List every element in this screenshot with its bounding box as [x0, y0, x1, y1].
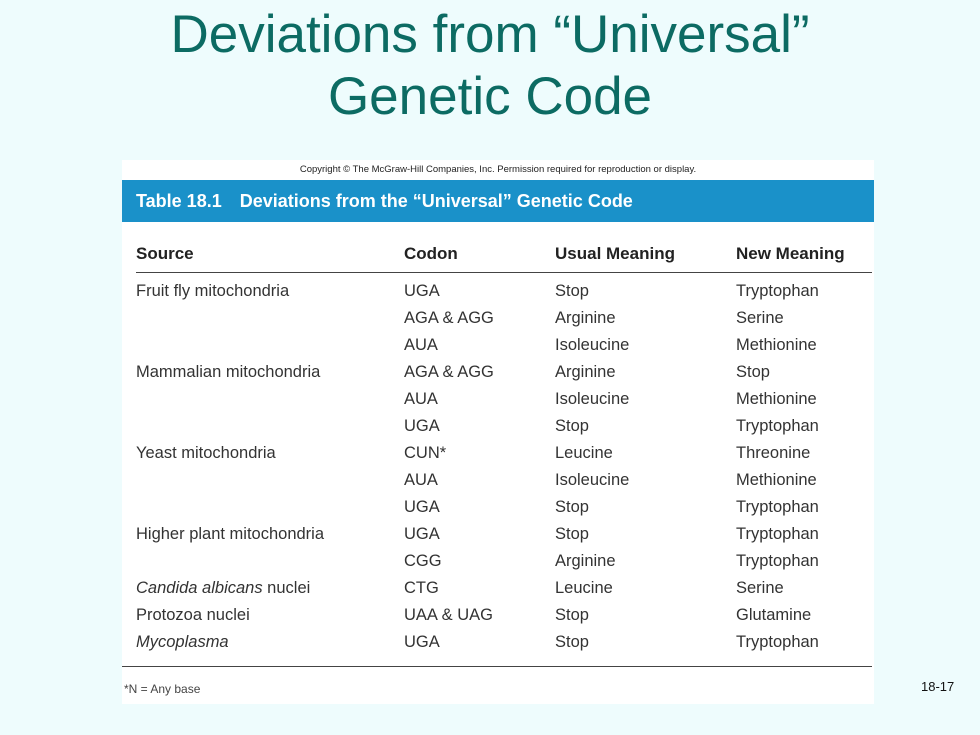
cell-codon: AGA & AGG	[404, 309, 494, 327]
cell-new-meaning: Methionine	[736, 471, 817, 489]
table-top-rule	[136, 272, 872, 273]
cell-new-meaning: Tryptophan	[736, 282, 819, 300]
cell-new-meaning: Tryptophan	[736, 633, 819, 651]
cell-usual-meaning: Stop	[555, 525, 589, 543]
cell-source	[136, 579, 310, 598]
cell-codon: UGA	[404, 498, 440, 516]
cell-source-italic: Candida albicans	[136, 579, 263, 597]
table-caption: Deviations from the “Universal” Genetic Code	[239, 190, 633, 211]
column-header-source: Source	[136, 244, 194, 263]
cell-usual-meaning: Isoleucine	[555, 390, 630, 408]
column-header-usual-meaning: Usual Meaning	[555, 244, 675, 263]
cell-usual-meaning: Isoleucine	[555, 336, 630, 354]
cell-new-meaning: Serine	[736, 309, 784, 327]
cell-source	[136, 633, 229, 652]
cell-new-meaning: Stop	[736, 363, 770, 381]
table-row	[122, 525, 874, 552]
table-row	[122, 498, 874, 525]
table-row	[122, 309, 874, 336]
cell-usual-meaning: Stop	[555, 282, 589, 300]
table-row	[122, 606, 874, 633]
table-number: Table 18.1	[136, 190, 222, 211]
cell-new-meaning: Threonine	[736, 444, 811, 462]
cell-source: Higher plant mitochondria	[136, 525, 325, 543]
cell-new-meaning: Glutamine	[736, 606, 812, 624]
table-row	[122, 552, 874, 579]
table-row	[122, 444, 874, 471]
cell-codon: AUA	[404, 336, 438, 354]
cell-usual-meaning: Stop	[555, 498, 589, 516]
table-row	[122, 471, 874, 498]
cell-codon: UGA	[404, 417, 440, 435]
cell-usual-meaning: Leucine	[555, 444, 613, 462]
cell-source-italic: Mycoplasma	[136, 633, 229, 651]
cell-usual-meaning: Stop	[555, 606, 589, 624]
table-footnote: *N = Any base	[124, 682, 201, 696]
slide-title-line1: Deviations from “Universal”	[170, 5, 810, 64]
table-row	[122, 417, 874, 444]
column-headers	[122, 244, 874, 270]
cell-source-rest: nuclei	[262, 579, 311, 597]
cell-usual-meaning: Stop	[555, 633, 589, 651]
page-number: 18-17	[921, 679, 955, 694]
cell-codon: UGA	[404, 282, 440, 300]
table-panel	[122, 160, 874, 704]
cell-usual-meaning: Arginine	[555, 363, 616, 381]
cell-new-meaning: Methionine	[736, 336, 817, 354]
cell-usual-meaning: Leucine	[555, 579, 613, 597]
cell-codon: AUA	[404, 471, 438, 489]
cell-codon: UGA	[404, 633, 440, 651]
cell-source: Mammalian mitochondria	[136, 363, 321, 381]
cell-codon: CTG	[404, 579, 439, 597]
table-bottom-rule	[122, 666, 872, 667]
cell-codon: UGA	[404, 525, 440, 543]
table-row	[122, 336, 874, 363]
cell-new-meaning: Tryptophan	[736, 525, 819, 543]
table-row	[122, 579, 874, 606]
cell-new-meaning: Methionine	[736, 390, 817, 408]
cell-codon: CGG	[404, 552, 442, 570]
cell-new-meaning: Serine	[736, 579, 784, 597]
cell-source: Fruit fly mitochondria	[136, 282, 290, 300]
cell-usual-meaning: Arginine	[555, 309, 616, 327]
table-row	[122, 390, 874, 417]
cell-codon: UAA & UAG	[404, 606, 493, 624]
table-caption-bar	[122, 180, 874, 222]
cell-new-meaning: Tryptophan	[736, 552, 819, 570]
cell-codon: CUN*	[404, 444, 447, 462]
cell-usual-meaning: Isoleucine	[555, 471, 630, 489]
cell-codon: AGA & AGG	[404, 363, 494, 381]
table-row	[122, 633, 874, 660]
slide-title-line2: Genetic Code	[327, 67, 653, 126]
cell-new-meaning: Tryptophan	[736, 417, 819, 435]
table-row	[122, 363, 874, 390]
column-header-new-meaning: New Meaning	[736, 244, 845, 263]
cell-codon: AUA	[404, 390, 438, 408]
cell-source: Yeast mitochondria	[136, 444, 276, 462]
copyright-notice: Copyright © The McGraw-Hill Companies, Inc. Permission required for reproduction or display.	[299, 164, 697, 175]
table-row	[122, 282, 874, 309]
column-header-codon: Codon	[404, 244, 458, 263]
slide-title	[0, 4, 980, 128]
cell-usual-meaning: Arginine	[555, 552, 616, 570]
cell-new-meaning: Tryptophan	[736, 498, 819, 516]
table-body	[122, 282, 874, 660]
cell-source: Protozoa nuclei	[136, 606, 250, 624]
cell-usual-meaning: Stop	[555, 417, 589, 435]
